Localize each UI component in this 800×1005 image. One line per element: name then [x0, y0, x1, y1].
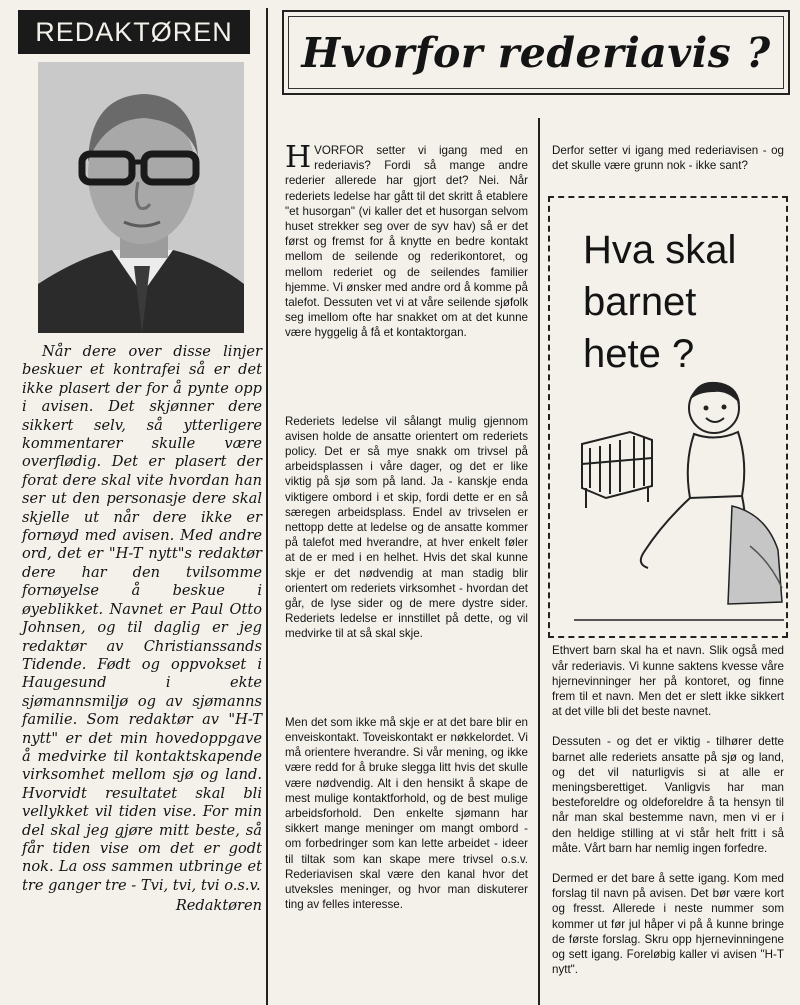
column-rule-left — [266, 8, 268, 1005]
naming-contest-box — [548, 196, 788, 638]
headline-box — [282, 10, 790, 95]
redaktoren-banner: REDAKTØREN — [18, 10, 250, 54]
right-paragraph-2: Dessuten - og det er viktig - tilhører dette barnet alle rederiets ansatte på sjø og land, og det vil naturligvis si at alle er meningsberettiget. Vanligvis har man besteforeldre og oldeforeldre å ta hensyn til når man skal bestemme navn, men vi er i den heldige stilling at vi står helt fritt i så måte. Vårt barn har nemlig ingen forfedre. — [552, 735, 784, 855]
editor-intro-column — [22, 343, 262, 1003]
headline: Hvorfor rederiavis ? — [301, 28, 771, 77]
drop-cap: H — [285, 140, 312, 175]
article-paragraph-1 — [285, 140, 528, 341]
heading-line-2: barnet — [583, 280, 697, 324]
article-paragraph-1-text: VORFOR setter vi igang med en rederiavis? Fordi så mange andre rederier allerede har gjort det? Nei. Når rederiets ledelse har gått til det skritt å etablere "et husorgan" (vi kaller det et husorgan selvom huset strekker seg over de syv hav) så er det først og fremst for å knytte en bedre kontakt mellom de seilende og rederikontoret, og mellom rederiet og de seilendes familier hjemme. Vi ønsker med andre ord å komme på talefot. Dessuten vet vi at våre seilende sjøfolk seg imellom ofte har snakket om at det kunne være hyggelig å få et kontaktorgan. — [285, 144, 528, 340]
naming-contest-heading — [583, 224, 783, 380]
editor-intro-text: Når dere over disse linjer beskuer et kontrafei så er det ikke plasert der for å pynte opp i avisen. Det skjønner dere sikkert selv, så ytterligere kommentarer skulle være overflødig. Det er plasert der forat dere skal vite hvordan han ser ut den personasje dere skal skjelle ut når dere ikke er fornøyd med avisen. Med andre ord, det er "H-T nytt"s redaktør dere har den tvilsomme fornøyelse å beskue i øyeblikket. Navnet er Paul Otto Johnsen, og til daglig er jeg redaktør av Christianssands Tidende. Født og oppvokset i Haugesund i ekte sjømannsmiljø og av sjømanns familie. Som redaktør av "H-T nytt" er det min hovedoppgave å medvirke til kontaktskapende virksomhet mellom sjø og land. Hvorvidt resultatet skal bli vellykket vil tiden vise. For min del skal jeg gjøre mitt beste, så får tiden vise om det er godt nok. La oss sammen utbringe et tre ganger tre - Tvi, tvi, tvi o.s.v. — [22, 343, 262, 894]
right-intro: Derfor setter vi igang med rederiavisen - og det skulle være grunn nok - ikke sant? — [552, 144, 784, 173]
portrait-illustration — [38, 62, 244, 333]
article-paragraph-3: Men det som ikke må skje er at det bare blir en enveiskontakt. Toveiskontakt er nøkkelordet. Vi må orientere hverandre. Si vår mening, og ikke være redd for å bruke slegga litt hvis det skulle være nødvendig. Alt i den hensikt å skape de mest mulige kontaktforhold, og de best mulige arbeidsforhold. Den enkelte sjømann har sikkert mange meninger om mangt ombord - om forbedringer som kan lette arbeidet - ideer til tiltak som kan skape mere trivsel o.s.v. Rederiavisen skal være den kanal hvor det utveksles meninger, og hvor man diskuterer ting av felles interesse. — [285, 715, 528, 912]
right-paragraph-3: Dermed er det bare å sette igang. Kom med forslag til navn på avisen. Det bør være kort og fresst. Allerede i neste nummer som kommer ut før jul håper vi på å kunne bringe de første forslag. Skru opp hjernevinningene og sett igang. Foreløbig kaller vi avisen "H-T nytt". — [552, 872, 784, 977]
article-middle-column — [285, 140, 528, 912]
heading-line-1: Hva skal — [583, 228, 737, 272]
editor-signature: Redaktøren — [175, 897, 262, 915]
right-paragraph-1: Ethvert barn skal ha et navn. Slik også med vår rederiavis. Vi kunne saktens kvesse våre hjernevinninger her på kontoret, og finne frem til et navn. Men det er slett ikke sikkert at det ville bli det beste navnet. — [552, 644, 784, 719]
editor-portrait — [38, 62, 244, 333]
baby-illustration — [572, 374, 786, 636]
column-rule-right — [538, 118, 540, 1005]
heading-line-3: hete ? — [583, 332, 695, 376]
article-paragraph-2: Rederiets ledelse vil sålangt mulig gjennom avisen holde de ansatte orientert om rederiets policy. Det er så mye snakk om trivsel på arbeidsplassen i våre dager, og det er like viktig på sjø som på land. Ja - kanskje enda viktigere ombord i et skip, fordi dette er en så særegen arbeidsplass. Endel av trivselen er nettopp dette at ledelse og de ansatte kommer på talefot med hverandre, at hver enkelt føler at de er med i en helhet. Hvis det skal kunne skje er det nødvendig at man stadig blir orientert om rederiets virksomhet - hvordan det går, de lyse sider og de mere dystre sider. Rederiets ledelse er innstillet på dette, og vil medvirke til at så skal skje. — [285, 414, 528, 641]
